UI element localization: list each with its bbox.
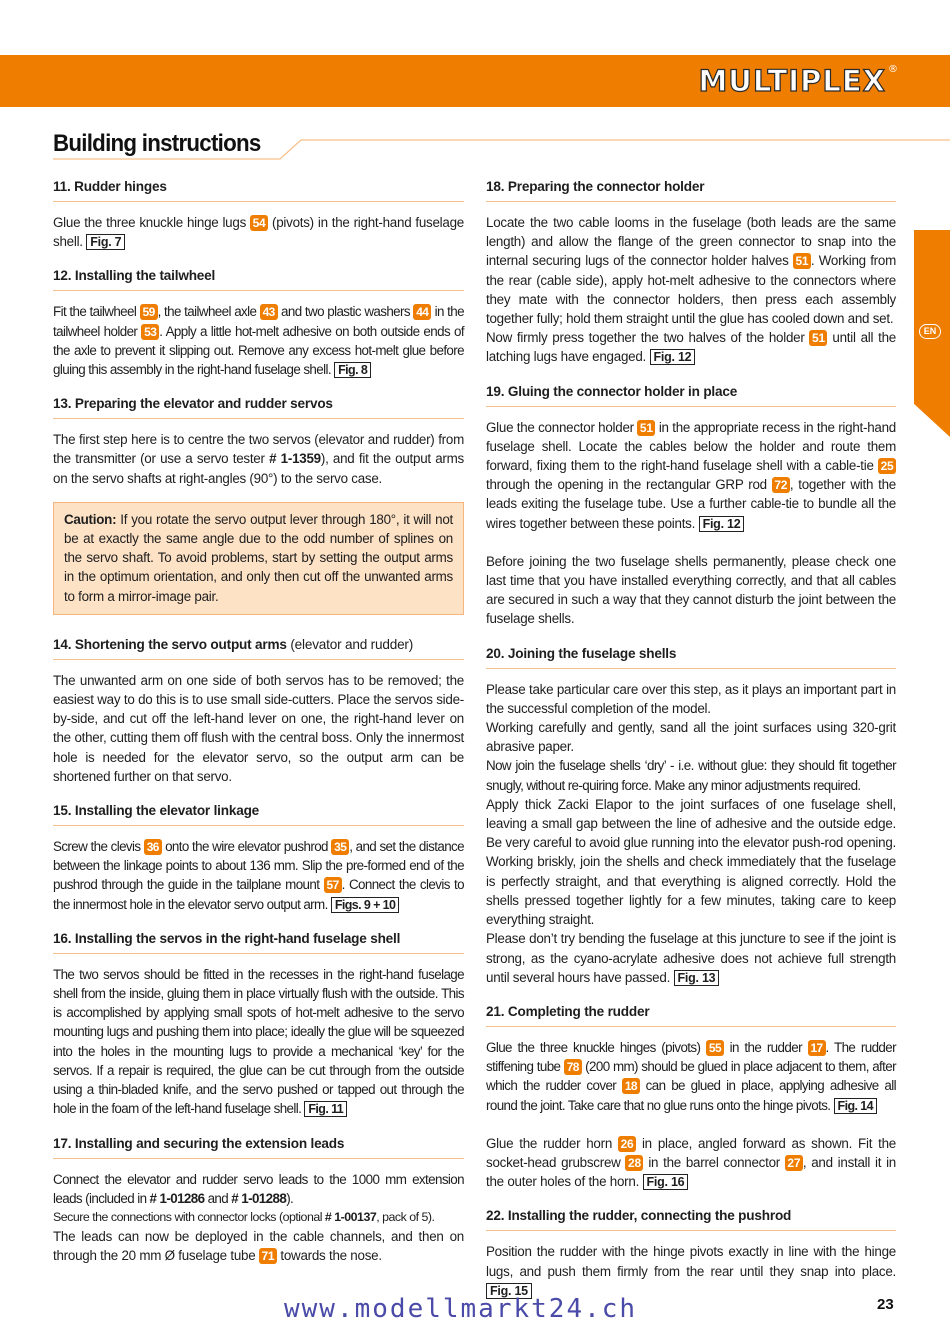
right-column — [486, 178, 896, 1300]
part-number-badge: 26 — [618, 1136, 636, 1152]
page-title: Building instructions — [53, 130, 261, 157]
paragraph: Glue the three knuckle hinges (pivots) 55 in the rudder 17 . The rudder stiffening tube 78 (200 mm) should be glued in place adjacent to them, after which the rudder cover 18 can be glued in place, applying adhesive all round the joint. Take care that no glue runs onto the hinge pivots. Fig. 14 — [486, 1039, 896, 1113]
paragraph: Before joining the two fuselage shells permanently, please check one last time that you have installed everything correctly, and that all cables are secured in such a way that they cannot disturb the joint between the fuselage shells. — [486, 553, 896, 627]
language-badge: EN — [919, 324, 941, 339]
registered-mark: ® — [888, 64, 898, 75]
part-number-badge: 57 — [324, 877, 342, 893]
figure-reference: Fig. 13 — [674, 970, 720, 986]
part-number-badge: 35 — [331, 839, 349, 855]
figure-reference: Fig. 14 — [834, 1098, 877, 1114]
part-number-badge: 27 — [785, 1155, 803, 1171]
paragraph: Glue the three knuckle hinge lugs 54 (pivots) in the right-hand fuselage shell. Fig. 7 — [53, 215, 464, 250]
figure-reference: Fig. 12 — [650, 349, 696, 365]
figure-reference: Figs. 9 + 10 — [331, 897, 400, 913]
paragraph: The unwanted arm on one side of both servos has to be removed; the easiest way to do this is to use small side-cutters. Place the servos side-by-side, and cut off the left-hand lever on one, the right-hand lever on the other, cutting them off flush with the central boss. Only the innermost hole is needed for the elevator servo, so the output arm can be shortened further on that servo. — [53, 672, 464, 784]
watermark-url: www.modellmarkt24.ch — [284, 1294, 638, 1324]
caution-label: Caution: — [64, 511, 117, 527]
figure-reference: Fig. 7 — [86, 234, 125, 250]
part-number-badge: 25 — [878, 458, 896, 474]
section-heading: 12. Installing the tailwheel — [53, 267, 464, 291]
left-column — [53, 178, 464, 1266]
section-heading: 22. Installing the rudder, connecting the pushrod — [486, 1207, 896, 1231]
paragraph: Please take particular care over this step, as it plays an important part in the successful completion of the model. — [486, 681, 896, 716]
paragraph: Apply thick Zacki Elapor to the joint surfaces of one fuselage shell, leaving a small gap between the line of adhesive and the outside edge. Be very careful to avoid glue running into the elevator push-rod opening. Working briskly, join the shells and check immediately that the fuselage is perfectly straight, and that everything is aligned correctly. Hold the shells pressed together lightly for a few minutes, taking care to keep everything straight. — [486, 796, 896, 928]
caution-box: Caution: If you rotate the servo output lever through 180°, it will not be at exactly the same angle due to the odd number of splines on the servo shaft. To avoid problems, start by setting the output arms in the optimum orientation, and only then cut off the unwanted arms to form a mirror-image pair. — [53, 502, 464, 615]
part-number-badge: 44 — [413, 304, 431, 320]
paragraph: The leads can now be deployed in the cable channels, and then on through the 20 mm Ø fuselage tube 71 towards the nose. — [53, 1229, 464, 1264]
figure-reference: Fig. 15 — [486, 1283, 532, 1299]
part-number-badge: 53 — [141, 324, 159, 340]
section-heading: 17. Installing and securing the extension leads — [53, 1135, 464, 1159]
section-heading: 18. Preparing the connector holder — [486, 178, 896, 202]
part-number-badge: 72 — [772, 477, 790, 493]
part-number-badge: 59 — [140, 304, 158, 320]
paragraph: Locate the two cable looms in the fuselage (both leads are the same length) and allow the flange of the green connector to snap into the internal securing lugs of the connector holder halves 51 . Working from the rear (cable side), apply hot-melt adhesive to the connectors where they mate with the connector holders, then press each assembly together fully; hold them straight until the glue has cooled down and set. — [486, 215, 896, 327]
paragraph: Now join the fuselage shells ‘dry’ - i.e. without glue: they should fit together snugly, without re-quiring force. Make any minor adjustments required. — [486, 758, 896, 793]
part-number-badge: 55 — [706, 1040, 724, 1056]
part-number-badge: 43 — [260, 304, 278, 320]
paragraph: Now firmly press together the two halves of the holder 51 until all the latching lugs have engaged. Fig. 12 — [486, 330, 896, 365]
part-number-badge: 51 — [793, 253, 811, 269]
section-heading: 15. Installing the elevator linkage — [53, 802, 464, 826]
section-heading: 21. Completing the rudder — [486, 1003, 896, 1027]
paragraph: Position the rudder with the hinge pivots exactly in line with the hinge lugs, and push them firmly from the rear until they snap into place. Fig. 15 — [486, 1244, 896, 1298]
paragraph: Secure the connections with connector locks (optional # 1-00137, pack of 5). — [53, 1209, 435, 1224]
paragraph: Working carefully and gently, sand all the joint surfaces using 320-grit abrasive paper. — [486, 720, 896, 755]
section-heading: 16. Installing the servos in the right-hand fuselage shell — [53, 930, 464, 954]
section-heading: 11. Rudder hinges — [53, 178, 464, 202]
part-number-badge: 78 — [564, 1059, 582, 1075]
paragraph: Fit the tailwheel 59 , the tailwheel axle 43 and two plastic washers 44 in the tailwheel holder 53 . Apply a little hot-melt adhesive on both outside ends of the axle to prevent it slipping out. Remove any excess hot-melt glue before gluing this assembly in the right-hand fuselage shell. Fig. 8 — [53, 304, 464, 378]
paragraph: Glue the connector holder 51 in the appropriate recess in the right-hand fuselage shell. Locate the cables below the holder and route them forward, fixing them to the right-hand fuselage shell with a cable-tie 25 through the opening in the rectangular GRP rod 72 , together with the leads exiting the fuselage tube. Use a further cable-tie to bundle all the wires together between these points. Fig. 12 — [486, 419, 896, 531]
figure-reference: Fig. 8 — [334, 362, 371, 378]
section-heading: 19. Gluing the connector holder in place — [486, 383, 896, 407]
paragraph: Glue the rudder horn 26 in place, angled forward as shown. Fit the socket-head grubscrew 28 in the barrel connector 27 , and install it in the outer holes of the horn. Fig. 16 — [486, 1135, 896, 1190]
part-number-badge: 71 — [259, 1248, 277, 1264]
part-number-badge: 54 — [250, 215, 268, 231]
section-heading: 13. Preparing the elevator and rudder servos — [53, 395, 464, 419]
part-number-badge: 28 — [625, 1155, 643, 1171]
paragraph: Connect the elevator and rudder servo leads to the 1000 mm extension leads (included in # 1-01286 and # 1-01288). — [53, 1171, 464, 1206]
page-number: 23 — [877, 1296, 894, 1313]
figure-reference: Fig. 11 — [304, 1101, 347, 1117]
multiplex-logo: MULTIPLEX — [698, 64, 886, 98]
part-number-badge: 51 — [637, 420, 655, 436]
paragraph: The first step here is to centre the two servos (elevator and rudder) from the transmitter (or use a servo tester # 1-1359), and fit the output arms on the servo shafts at right-angles (90°) to the servo case. — [53, 432, 464, 486]
part-number-badge: 17 — [808, 1040, 826, 1056]
figure-reference: Fig. 12 — [699, 516, 745, 532]
paragraph: Screw the clevis 36 onto the wire elevator pushrod 35 , and set the distance between the linkage points to about 136 mm. Slip the pre-formed end of the pushrod through the guide in the tailplane mount 57 . Connect the clevis to the innermost hole in the elevator servo output arm. Figs. 9 + 10 — [53, 839, 464, 912]
section-heading: 14. Shortening the servo output arms (elevator and rudder) — [53, 636, 464, 660]
part-number-badge: 36 — [144, 839, 162, 855]
figure-reference: Fig. 16 — [643, 1174, 689, 1190]
paragraph: The two servos should be fitted in the recesses in the right-hand fuselage shell from the inside, gluing them in place virtually flush with the outside. This is accomplished by applying small spots of hot-melt adhesive to the servo mounting lugs and pushing them into place; ideally the glue will be squeezed into the holes in the mounting lugs to provide a mechanical ‘key’ for the servos. If a repair is required, the glue can be cut through from the outside using a thin-bladed knife, and the servo pushed or tapped out through the hole in the foam of the left-hand fuselage shell. Fig. 11 — [53, 966, 464, 1117]
section-heading: 20. Joining the fuselage shells — [486, 645, 896, 669]
part-number-badge: 51 — [809, 330, 827, 346]
paragraph: Please don’t try bending the fuselage at this juncture to see if the joint is strong, as the cyano-acrylate adhesive does not achieve full strength until several hours have passed. Fig. 13 — [486, 931, 896, 985]
part-number-badge: 18 — [622, 1078, 640, 1094]
